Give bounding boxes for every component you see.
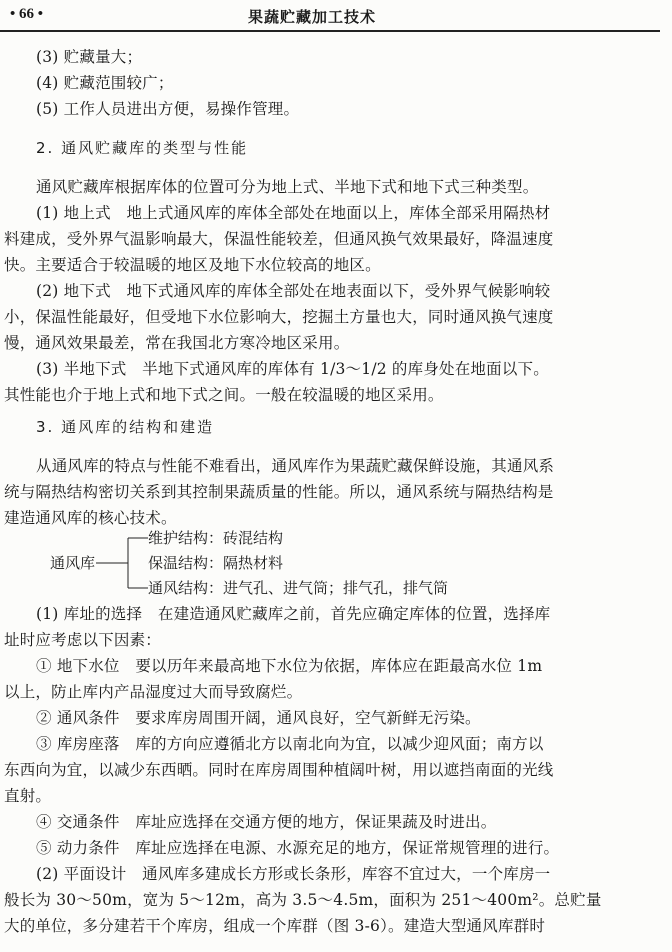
text-line: (2) 地下式 地下式通风库的库体全部处在地表面以下，受外界气候影响较 [36, 282, 551, 300]
text-line: ③ 库房座落 库的方向应遵循北方以南北向为宜，以减少迎风面；南方以 [36, 735, 544, 753]
text-line: 址时应考虑以下因素： [4, 631, 162, 649]
text-line: (2) 平面设计 通风库多建成长方形或长条形，库容不宜过大，一个库房一 [36, 865, 551, 883]
diagram-branch: 保温结构：隔热材料 [148, 554, 284, 572]
text-line: (5) 工作人员进出方便，易操作管理。 [36, 100, 300, 118]
text-line: (3) 贮藏量大； [36, 48, 143, 66]
page-number: • 66 • [10, 6, 44, 22]
book-title: 果蔬贮藏加工技术 [248, 8, 377, 26]
text-line: ⑤ 动力条件 库址应选择在电源、水源充足的地方，保证常规管理的进行。 [36, 839, 560, 857]
section-heading: 3. 通风库的结构和建造 [36, 418, 215, 436]
page-header [0, 0, 672, 34]
header-rule [0, 30, 660, 32]
text-line: 小，保温性能最好，但受地下水位影响大，挖掘土方量也大，同时通风换气速度 [4, 308, 554, 326]
text-line: 建造通风库的核心技术。 [4, 509, 177, 527]
text-line: 以上，防止库内产品湿度过大而导致腐烂。 [4, 683, 303, 701]
text-line: (3) 半地下式 半地下式通风库的库体有 1/3～1/2 的库身处在地面以下。 [36, 360, 549, 378]
diagram-root: 通风库 [50, 554, 96, 572]
text-line: 直射。 [4, 787, 52, 805]
text-line: 其性能也介于地上式和地下式之间。一般在较温暖的地区采用。 [4, 386, 444, 404]
text-line: ④ 交通条件 库址应选择在交通方便的地方，保证果蔬及时进出。 [36, 813, 497, 831]
text-line: 快。主要适合于较温暖的地区及地下水位较高的地区。 [4, 256, 381, 274]
section-heading: 2. 通风贮藏库的类型与性能 [36, 139, 249, 157]
text-line: ① 地下水位 要以历年来最高地下水位为依据，库体应在距最高水位 1m [36, 657, 543, 675]
text-line: 般长为 30～50m，宽为 5～12m，高为 3.5～4.5m，面积为 251～400m²。总贮量 [4, 891, 602, 909]
text-line: (1) 地上式 地上式通风库的库体全部处在地面以上，库体全部采用隔热材 [36, 204, 551, 222]
text-line: (4) 贮藏范围较广； [36, 74, 174, 92]
diagram-branch: 通风结构：进气孔、进气筒；排气孔，排气筒 [148, 579, 449, 597]
text-line: ② 通风条件 要求库房周围开阔，通风良好，空气新鲜无污染。 [36, 709, 481, 727]
text-line: 通风贮藏库根据库体的位置可分为地上式、半地下式和地下式三种类型。 [36, 178, 539, 196]
text-line: 大的单位，多分建若干个库房，组成一个库群（图 3-6）。建造大型通风库群时 [4, 917, 546, 935]
text-line: 慢，通风效果最差，常在我国北方寒冷地区采用。 [4, 334, 350, 352]
text-line: 从通风库的特点与性能不难看出，通风库作为果蔬贮藏保鲜设施，其通风系 [36, 457, 555, 475]
text-line: (1) 库址的选择 在建造通风贮藏库之前，首先应确定库体的位置，选择库 [36, 605, 551, 623]
text-line: 统与隔热结构密切关系到其控制果蔬质量的性能。所以，通风系统与隔热结构是 [4, 483, 554, 501]
text-line: 东西向为宜，以减少东西晒。同时在库房周围种植阔叶树，用以遮挡南面的光线 [4, 761, 554, 779]
text-line: 料建成，受外界气温影响最大，保温性能较差，但通风换气效果最好，降温速度 [4, 230, 554, 248]
diagram-branch: 维护结构：砖混结构 [148, 529, 284, 547]
